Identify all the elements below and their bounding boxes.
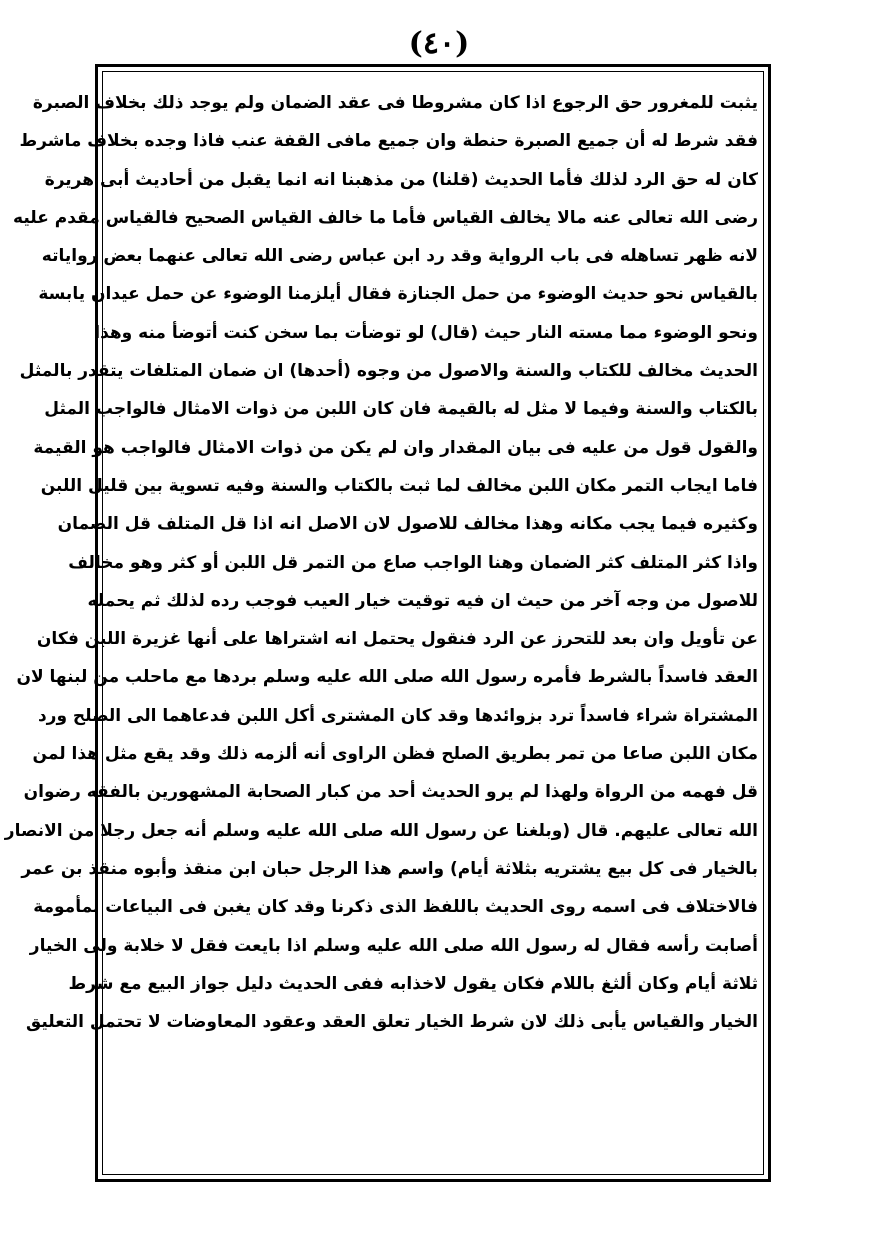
text-line: للاصول من وجه آخر من حيث ان فيه توقيت خيار العيب فوجب رده لذلك ثم يحمله [87, 590, 758, 611]
text-body [4, 84, 758, 1041]
text-line: قل فهمه من الرواة ولهذا لم يرو الحديث أحد من كبار الصحابة المشهورين بالفقه رضوان [23, 782, 758, 803]
text-line: والقول قول من عليه فى بيان المقدار وان لم يكن من ذوات الامثال فالواجب هو القيمة [33, 437, 758, 458]
text-line: العقد فاسداً بالشرط فأمره رسول الله صلى الله عليه وسلم بردها مع ماحلب من لبنها لان [16, 667, 758, 688]
text-line: الخيار والقياس يأبى ذلك لان شرط الخيار تعلق العقد وعقود المعاوضات لا تحتمل التعليق [26, 1012, 758, 1033]
text-line: واذا كثر المتلف كثر الضمان وهنا الواجب صاع من التمر قل اللبن أو كثر وهو مخالف [68, 552, 758, 573]
text-line: رضى الله تعالى عنه مالا يخالف القياس فأما ما خالف القياس الصحيح فالقياس مقدم عليه [13, 207, 758, 228]
text-line: المشتراة شراء فاسداً ترد بزوائدها وقد كان المشترى أكل اللبن فدعاهما الى الصلح ورد [37, 705, 758, 726]
text-line: ثلاثة أيام وكان ألثغ باللام فكان يقول لاخذابه ففى الحديث دليل جواز البيع مع شرط [68, 973, 758, 994]
text-line: كان له حق الرد لذلك فأما الحديث (قلنا) من مذهبنا انه انما يقبل من أحاديث أبى هريرة [44, 169, 758, 190]
text-line: فقد شرط له أن جميع الصبرة حنطة وان جميع مافى القفة عنب فاذا وجده بخلاف ماشرط [19, 131, 758, 152]
text-line: بالخيار فى كل بيع يشتريه بثلاثة أيام) واسم هذا الرجل حبان ابن منقذ وأبوه منقذ بن عمر [21, 858, 758, 879]
text-line: ونحو الوضوء مما مسته النار حيث (قال) لو توضأت بما سخن كنت أتوضأ منه وهذا [94, 322, 758, 343]
text-line: فاما ايجاب التمر مكان اللبن مخالف لما ثبت بالكتاب والسنة وفيه تسوية بين قليل اللبن [40, 475, 758, 496]
text-line: فالاختلاف فى اسمه روى الحديث باللفظ الذى ذكرنا وقد كان يغبن فى البياعات لمأمومة [33, 897, 758, 918]
text-line: عن تأويل وان بعد للتحرز عن الرد فنقول يحتمل انه اشتراها على أنها غزيرة اللبن فكان [36, 629, 758, 650]
page-number: (٤٠) [408, 26, 470, 61]
text-line: بالقياس نحو حديث الوضوء من حمل الجنازة فقال أيلزمنا الوضوء عن حمل عيدان يابسة [38, 284, 758, 305]
text-line: الحديث مخالف للكتاب والسنة والاصول من وجوه (أحدها) ان ضمان المتلفات يتقدر بالمثل [19, 361, 758, 382]
text-line: مكان اللبن صاعا من تمر بطريق الصلح فظن الراوى أنه ألزمه ذلك وقد يقع مثل هذا لمن [32, 744, 758, 765]
text-line: يثبت للمغرور حق الرجوع اذا كان مشروطا فى عقد الضمان ولم يوجد ذلك بخلاف الصبرة [32, 93, 758, 113]
text-line: بالكتاب والسنة وفيما لا مثل له بالقيمة فان كان اللبن من ذوات الامثال فالواجب المثل [44, 399, 758, 420]
text-line: أصابت رأسه فقال له رسول الله صلى الله عليه وسلم اذا بايعت فقل لا خلابة ولى الخيار [29, 935, 758, 956]
text-line: وكثيره فيما يجب مكانه وهذا مخالف للاصول لان الاصل انه اذا قل المتلف قل الضمان [57, 514, 758, 535]
text-line: الله تعالى عليهم. قال (وبلغنا عن رسول الله صلى الله عليه وسلم أنه جعل رجلا من الانصار [4, 820, 758, 841]
text-line: لانه ظهر تساهله فى باب الرواية وقد رد ابن عباس رضى الله تعالى عنهما بعض رواياته [41, 246, 758, 267]
